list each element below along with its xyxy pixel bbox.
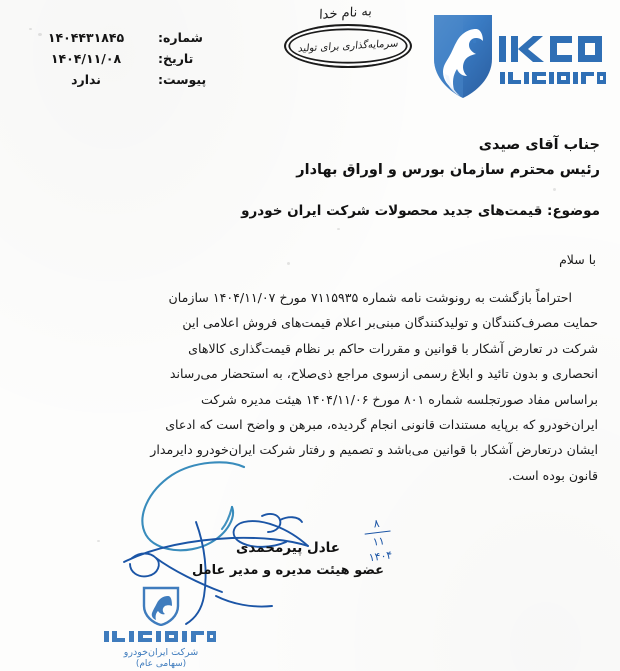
meta-value-attachment: ندارد [71,72,101,87]
body-line: انحصاری و بدون تائید و ابلاغ رسمی ازسوی مراجع ذی‌صلاح، به استحضار می‌رساند [169,366,598,382]
ikco-wordmark [498,34,610,87]
addressee-block [40,133,600,183]
signatory-title: عضو هیئت مدیره و مدیر عامل [191,563,385,578]
stamp-persian-wordmark-icon [101,627,221,645]
body-line: حمایت مصرف‌کنندگان و تولیدکنندگان مبنی‌بر اعلام قیمت‌های فروش اعلامی این [182,315,598,331]
handwritten-date-month: ۱۱ [372,534,386,549]
bismillah-text: به نام خدا [318,4,372,23]
scan-artifact [553,188,556,191]
body-line: احتراماً بازگشت به رونوشت نامه شماره ۷۱۱۵۹۳۵ مورخ ۱۴۰۴/۱۱/۰۷ سازمان [168,290,572,305]
meta-value-date: ۱۴۰۴/۱۱/۰۸ [50,51,122,66]
meta-row-number [18,30,214,51]
subject-line: موضوع: قیمت‌های جدید محصولات شرکت ایران خودرو [241,203,600,219]
salutation: با سلام [559,252,596,267]
body-line: براساس مفاد صورتجلسه شماره ۸۰۱ مورخ ۱۴۰۴/۱۱/۰۶ هیئت مدیره شرکت [201,391,598,407]
meta-label-attachment: پیوست: [158,72,207,87]
calligraphic-seal [284,24,412,68]
ikco-logo [424,12,610,108]
addressee-name: جناب آقای صیدی [478,137,600,153]
scan-artifact [287,262,290,265]
addressee-title: رئیس محترم سازمان بورس و اوراق بهادار [296,162,600,178]
stamp-company-line: شرکت ایران‌خودرو [123,647,199,658]
meta-label-date: تاریخ: [158,51,194,66]
body-line: شرکت در تعارض آشکار با قوانین و مقررات حاکم بر نظام قیمت‌گذاری کالاهای [188,340,598,356]
signatory-name: عادل پیرمحمدی [236,540,340,556]
calligraphic-seal-text: سرمایه‌گذاری برای تولید [297,37,399,55]
body-line: ایران‌خودرو که برپایه مستندات قانونی انجام گردیده، مبرهن و واضح است که ادعای [165,417,598,433]
body-line: ایشان درتعارض آشکار با قوانین می‌باشد و تصمیم و رفتار شرکت ایران‌خودرو دایرمدار [150,442,598,458]
footer-company-stamp [66,586,256,669]
meta-label-number: شماره: [158,30,203,45]
scan-artifact [38,33,42,36]
handwritten-date-year: ۱۴۰۴ [367,548,394,565]
shield-horse-icon [432,12,494,100]
scan-artifact [97,540,100,542]
letterhead [0,0,620,118]
letter-meta-block [18,30,214,93]
bismillah-block [268,2,428,68]
handwritten-date-day: ۸ [372,516,381,531]
scan-artifact [29,28,32,30]
scan-artifact [337,228,340,230]
meta-row-date [18,51,214,72]
meta-row-attachment [18,72,214,93]
letter-body [22,285,598,488]
stamp-shield-horse-icon [141,586,181,626]
body-line: قانون بوده است. [508,467,598,483]
stamp-company-type: (سهامی عام) [135,659,187,669]
signature-block [188,540,388,578]
meta-value-number: ۱۴۰۴۴۳۱۸۴۵ [47,30,125,45]
ikco-latin-wordmark-icon [498,34,610,64]
ikco-persian-wordmark-icon [498,67,610,87]
